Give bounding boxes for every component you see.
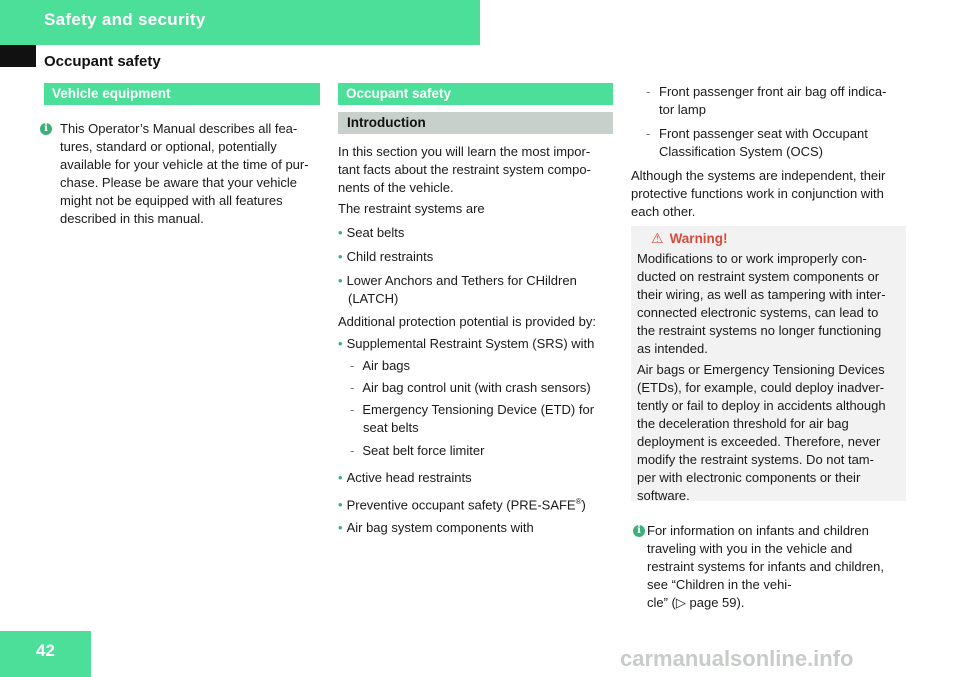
paragraph-line: Although the systems are independent, their: [631, 168, 886, 183]
watermark: carmanualsonline.info: [620, 646, 854, 671]
dash-icon: -: [646, 84, 651, 99]
registered-mark: ®: [575, 497, 582, 506]
bullet-text: Preventive occupant safety (PRE-SAFE: [346, 497, 576, 513]
dash-icon: -: [350, 358, 355, 373]
warning-line: deployment is exceeded. Therefore, never: [637, 434, 881, 449]
bullet-text-continued: (LATCH): [348, 291, 399, 306]
independent-paragraph: [631, 167, 911, 221]
info-line: restraint systems for infants and children,: [647, 559, 884, 574]
srs-item-text-continued: seat belts: [363, 420, 419, 435]
bullet-head-restraints: [338, 469, 613, 487]
srs-item-text: Seat belt force limiter: [362, 443, 485, 458]
bullet-icon: •: [338, 520, 343, 536]
systems-label: The restraint systems are: [338, 201, 485, 216]
warning-line: per with electronic components or their: [637, 470, 861, 485]
dash-icon: -: [350, 443, 355, 458]
bullet-text: Lower Anchors and Tethers for CHildren: [346, 273, 577, 288]
info-line: chase. Please be aware that your vehicle: [60, 175, 298, 190]
introduction-subheading: Introduction: [338, 112, 613, 134]
bullet-icon: •: [338, 225, 343, 240]
srs-item-text: Emergency Tensioning Device (ETD) for: [362, 402, 595, 417]
warning-line: the restraint systems no longer functioning: [637, 323, 882, 338]
bullet-seat-belts: [338, 224, 613, 242]
warning-paragraph: [637, 250, 900, 358]
info-line: tures, standard or optional, potentially: [60, 139, 277, 154]
dash-icon: -: [646, 126, 651, 141]
srs-item-text: Air bag control unit (with crash sensors): [362, 380, 591, 395]
bullet-icon: •: [338, 273, 343, 288]
right-column: [631, 83, 911, 221]
left-column: [44, 83, 320, 228]
info-line: see “Children in the vehi-: [647, 577, 792, 592]
dash-item: [631, 125, 911, 161]
additional-protection: Additional protection potential is provided by:: [338, 314, 596, 329]
page-number: 42: [0, 631, 91, 677]
warning-line: Modifications to or work improperly con-: [637, 251, 867, 266]
bullet-icon: •: [338, 336, 343, 351]
bullet-icon: •: [338, 470, 343, 485]
bullet-airbag-components: [338, 519, 613, 537]
warning-header: [637, 229, 900, 248]
info-icon: i: [40, 123, 52, 135]
page-reference-link[interactable]: cle” (▷ page 59).: [647, 595, 745, 610]
bullet-child-restraints: [338, 248, 613, 266]
bullet-latch: [338, 272, 613, 308]
info-note-children: [637, 522, 912, 612]
warning-line: tently or fail to deploy in accidents although: [637, 398, 886, 413]
paragraph-line: protective functions work in conjunction with: [631, 186, 884, 201]
intro-line: tant facts about the restraint system compo-: [338, 162, 591, 177]
info-line: might not be equipped with all features: [60, 193, 283, 208]
dash-item: [631, 83, 911, 119]
dash-icon: -: [350, 380, 355, 395]
chapter-title: Safety and security: [44, 10, 206, 29]
srs-item: [338, 401, 613, 437]
warning-line: Air bags or Emergency Tensioning Devices: [637, 362, 885, 377]
warning-title: Warning!: [669, 231, 728, 246]
srs-item: [338, 357, 613, 375]
bullet-icon: •: [338, 497, 343, 513]
bullet-text: Child restraints: [346, 249, 434, 264]
bullet-pre-safe: [338, 493, 613, 514]
bullet-text: Seat belts: [346, 225, 405, 240]
occupant-safety-heading: Occupant safety: [338, 83, 613, 105]
warning-line: the deceleration threshold for air bag: [637, 416, 849, 431]
warning-line: ducted on restraint system components or: [637, 269, 880, 284]
info-line: described in this manual.: [60, 211, 204, 226]
section-title: Occupant safety: [44, 53, 161, 70]
vehicle-equipment-heading: Vehicle equipment: [44, 83, 320, 105]
intro-line: In this section you will learn the most impor-: [338, 144, 591, 159]
info-line: For information on infants and children: [647, 523, 869, 538]
info-line: available for your vehicle at the time of pur-: [60, 157, 309, 172]
warning-box: [631, 226, 906, 501]
info-line: This Operator’s Manual describes all fea-: [60, 121, 298, 136]
info-icon: i: [633, 525, 645, 537]
srs-item: [338, 379, 613, 397]
bullet-text: Supplemental Restraint System (SRS) with: [346, 336, 595, 351]
bullet-icon: •: [338, 249, 343, 264]
bullet-text-end: ): [581, 497, 586, 513]
warning-line: connected electronic systems, can lead to: [637, 305, 879, 320]
warning-line: software.: [637, 488, 690, 503]
bullet-text: Air bag system components with: [346, 520, 534, 536]
paragraph-line: each other.: [631, 204, 696, 219]
warning-line: their wiring, as well as tampering with inter-: [637, 287, 886, 302]
warning-triangle-icon: ⚠: [651, 230, 664, 246]
srs-item-text: Air bags: [362, 358, 411, 373]
dash-item-text: Classification System (OCS): [659, 144, 823, 159]
warning-line: (ETDs), for example, could deploy inadver-: [637, 380, 885, 395]
intro-paragraph: [338, 143, 613, 197]
bullet-text: Active head restraints: [346, 470, 472, 485]
warning-line: as intended.: [637, 341, 708, 356]
warning-paragraph: [637, 361, 900, 505]
section-tab-marker: [0, 45, 36, 67]
warning-line: modify the restraint systems. Do not tam-: [637, 452, 874, 467]
info-note-equipment: [44, 120, 320, 228]
dash-item-text: Front passenger seat with Occupant: [659, 126, 868, 141]
middle-column: [338, 83, 613, 537]
dash-icon: -: [350, 402, 355, 417]
intro-line: nents of the vehicle.: [338, 180, 454, 195]
bullet-srs: [338, 335, 613, 353]
info-line: traveling with you in the vehicle and: [647, 541, 853, 556]
srs-item: [338, 442, 613, 460]
dash-item-text: Front passenger front air bag off indica-: [659, 84, 887, 99]
dash-item-text: tor lamp: [659, 102, 706, 117]
